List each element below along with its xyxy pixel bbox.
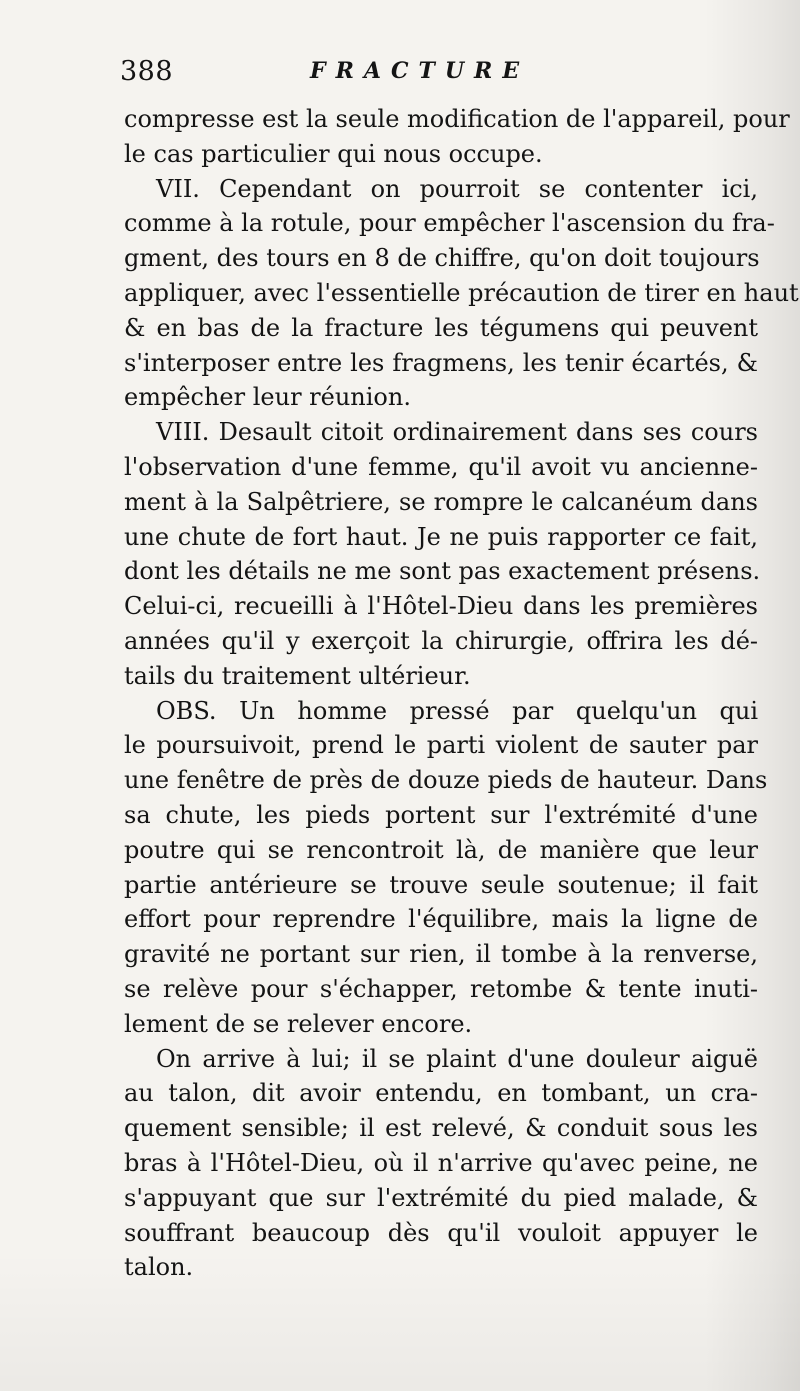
text-line: comme à la rotule, pour empêcher l'ascension du fra- [124,209,775,238]
text-line: tails du traitement ultérieur. [124,661,471,690]
text-line: appliquer, avec l'essentielle précaution de tirer en haut [124,278,799,307]
text-line: partie antérieure se trouve seule soutenue; il fait [124,870,758,899]
text-line: effort pour reprendre l'équilibre, mais la ligne de [124,905,758,934]
text-line: dont les détails ne me sont pas exactement présens. [124,557,761,586]
text-line: s'interposer entre les fragmens, les tenir écartés, & [124,348,758,377]
text-line: au talon, dit avoir entendu, en tombant, un cra- [124,1079,758,1108]
text-line: années qu'il y exerçoit la chirurgie, offrira les dé- [124,626,758,655]
text-line: ment à la Salpêtriere, se rompre le calcanéum dans [124,487,758,516]
text-line: une fenêtre de près de douze pieds de hauteur. Dans [124,766,768,795]
text-line: OBS. Un homme pressé par quelqu'un qui [156,696,758,725]
text-line: gment, des tours en 8 de chiffre, qu'on doit toujours [124,244,760,273]
text-line: se relève pour s'échapper, retombe & tente inuti- [124,974,758,1003]
text-line: & en bas de la fracture les tégumens qui peuvent [124,313,758,342]
text-line: On arrive à lui; il se plaint d'une douleur aiguë [156,1044,758,1073]
page-number: 388 [120,56,174,87]
page-header [120,56,768,96]
text-line: VII. Cependant on pourroit se contenter ici, [156,174,758,203]
text-line: poutre qui se rencontroit là, de manière que leur [124,835,758,864]
text-line: talon. [124,1253,194,1282]
text-line: quement sensible; il est relevé, & conduit sous les [124,1114,758,1143]
text-line: souffrant beaucoup dès qu'il vouloit appuyer le [124,1218,758,1247]
text-line: l'observation d'une femme, qu'il avoit vu ancienne- [124,452,758,481]
text-line: une chute de fort haut. Je ne puis rapporter ce fait, [124,522,758,551]
text-line: empêcher leur réunion. [124,383,411,412]
text-line: le poursuivoit, prend le parti violent de sauter par [124,731,758,760]
text-line: sa chute, les pieds portent sur l'extrémité d'une [124,800,758,829]
text-line: Celui-ci, recueilli à l'Hôtel-Dieu dans les premières [124,592,758,621]
text-line: VIII. Desault citoit ordinairement dans ses cours [156,418,758,447]
text-line: le cas particulier qui nous occupe. [124,139,543,168]
body-text [124,102,799,1285]
text-line: bras à l'Hôtel-Dieu, où il n'arrive qu'avec peine, ne [124,1148,758,1177]
running-title: FRACTURE [310,58,530,84]
text-line: gravité ne portant sur rien, il tombe à la renverse, [124,940,758,969]
text-line: lement de se relever encore. [124,1009,473,1038]
text-line: s'appuyant que sur l'extrémité du pied malade, & [124,1183,758,1212]
text-line: compresse est la seule modification de l'appareil, pour [124,105,790,133]
